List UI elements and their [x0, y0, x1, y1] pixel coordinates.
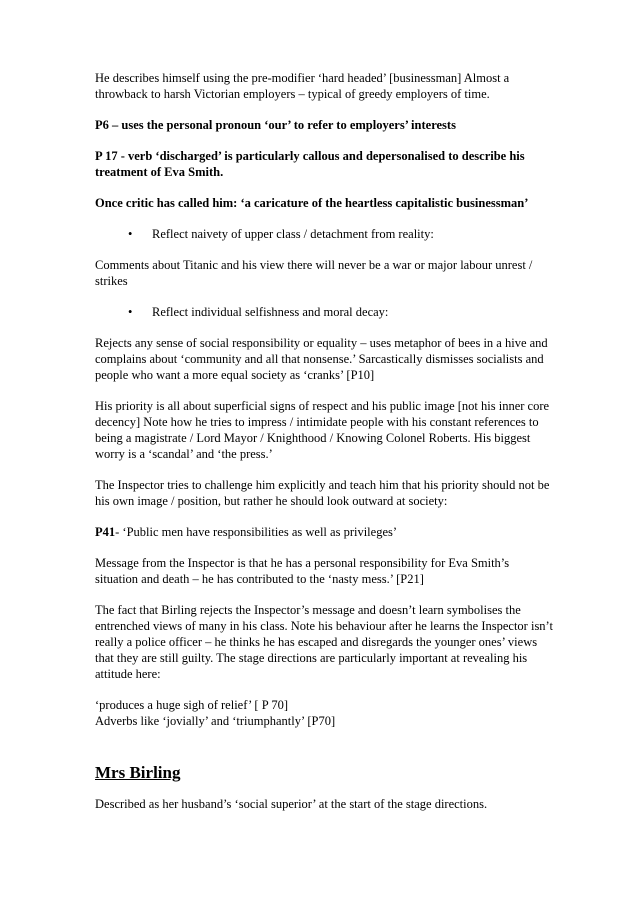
paragraph-titanic: Comments about Titanic and his view there will never be a war or major labour unrest / strikes: [95, 258, 533, 288]
quote-text: - ‘Public men have responsibilities as well as privileges’: [115, 525, 398, 539]
bullet-selfishness: [95, 304, 555, 320]
paragraph-critic-quote: Once critic has called him: ‘a caricature of the heartless capitalistic businessman’: [95, 196, 529, 210]
paragraph-social-responsibility: Rejects any sense of social responsibility or equality – uses metaphor of bees in a hive and complains about ‘community and all that nonsense.’ Sarcastically dismisses socialists and people who want a more equal society as ‘cranks’ [P10]: [95, 336, 548, 382]
quote-line-2: Adverbs like ‘jovially’ and ‘triumphantly’ [P70]: [95, 714, 336, 728]
bullet-icon: •: [128, 227, 133, 241]
paragraph-inspector-challenge: The Inspector tries to challenge him explicitly and teach him that his priority should not be his own image / position, but rather he should look outward at society:: [95, 478, 550, 508]
paragraph-quotes: [95, 697, 555, 729]
bullet-text: Reflect individual selfishness and moral decay:: [152, 305, 389, 319]
paragraph-hard-headed: He describes himself using the pre-modifier ‘hard headed’ [businessman] Almost a throwback to harsh Victorian employers – typical of greedy employers of time.: [95, 71, 510, 101]
bullet-naivety: [95, 226, 555, 242]
paragraph-p6-pronoun: P6 – uses the personal pronoun ‘our’ to refer to employers’ interests: [95, 118, 456, 132]
paragraph-p41: [95, 524, 555, 540]
paragraph-inspector-message: Message from the Inspector is that he has a personal responsibility for Eva Smith’s situation and death – he has contributed to the ‘nasty mess.’ [P21]: [95, 556, 510, 586]
quote-line-1: ‘produces a huge sigh of relief’ [ P 70]: [95, 698, 288, 712]
bullet-text: Reflect naivety of upper class / detachment from reality:: [152, 227, 434, 241]
paragraph-social-superior: Described as her husband’s ‘social superior’ at the start of the stage directions.: [95, 797, 488, 811]
page-reference: P41: [95, 525, 116, 539]
document-page: [95, 70, 555, 827]
bullet-icon: •: [128, 305, 133, 319]
paragraph-p17-verb: P 17 - verb ‘discharged’ is particularly callous and depersonalised to describe his treatment of Eva Smith.: [95, 149, 525, 179]
paragraph-public-image: His priority is all about superficial signs of respect and his public image [not his inner core decency] Note how he tries to impress / intimidate people with his constant references to being a magistrate / Lord Mayor / Knighthood / Knowing Colonel Roberts. His biggest worry is a ‘scandal’ and ‘the press.’: [95, 399, 550, 461]
paragraph-birling-rejects: The fact that Birling rejects the Inspector’s message and doesn’t learn symbolises the entrenched views of many in his class. Note his behaviour after he learns the Inspector isn’t really a police officer – he thinks he has escaped and disregards the younger ones’ views that they are still guilty. The stage directions are particularly important at revealing his attitude here:: [95, 603, 553, 681]
section-heading-mrs-birling: Mrs Birling: [95, 763, 181, 782]
